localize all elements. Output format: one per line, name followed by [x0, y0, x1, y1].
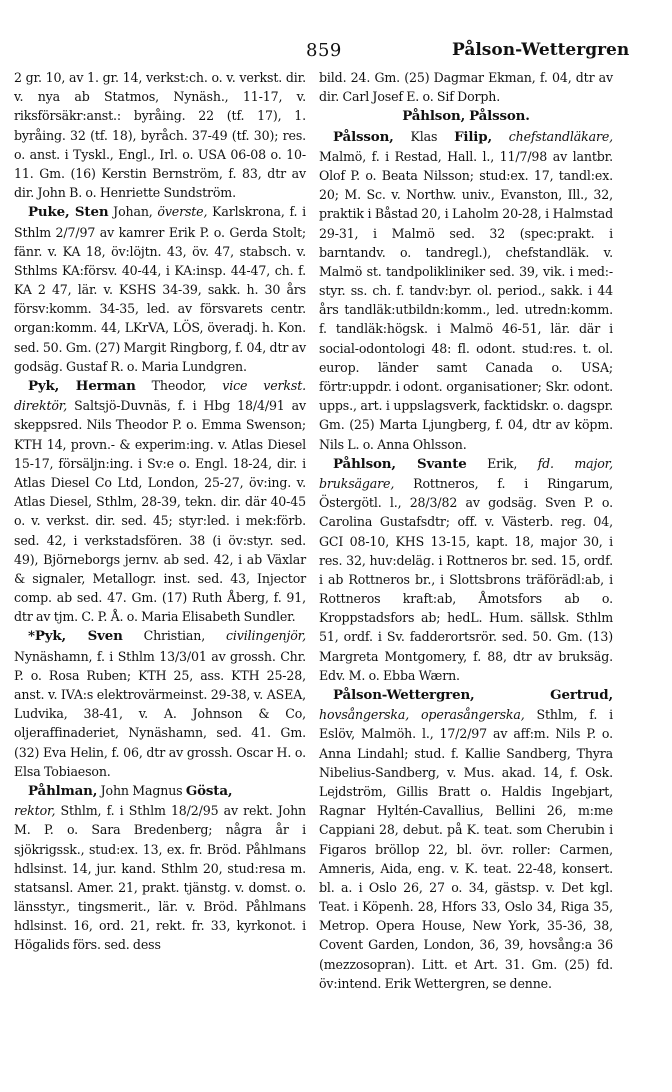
entry-title: fd. major, bruksägare,	[319, 455, 614, 491]
cross-reference-heading: Påhlson, Pålsson.	[402, 108, 530, 125]
entry-title: civilingenjör,	[225, 628, 306, 644]
entry-name: Påhlson, Svante	[333, 455, 467, 472]
entry-title: rektor,	[14, 803, 56, 819]
left-column	[14, 68, 306, 955]
entry-continuation: bild. 24. Gm. (25) Dagmar Ekman, f. 04, dtr av dir. Carl Josef E. o. Sif Dorph.	[319, 70, 613, 105]
right-column	[319, 68, 613, 993]
entry-given-name: Filip,	[454, 128, 492, 145]
entry-pyk-herman: Pyk, Herman Theodor, vice verkst. direktör, Saltsjö-Duvnäs, f. i Hbg 18/4/91 av skeppsred. Nils Theodor P. o. Emma Swenson; KTH 14, provn.- & experim:ing. v. Atlas Diesel 15-17, försäljn:ing. i Sv:e o. Engl. 18-24, dir. i Atlas Diesel Co Ltd, London, 25-27, öv:ing. v. Atlas Diesel, Sthlm, 28-39, tekn. dir. där 40-45 o. v. verkst. dir. sed. 45; styr:led. i mek:förb. sed. 42, i verkstadsfören. 38 (i öv:styr. sed. 49), Björneborgs jernv. ab sed. 42, i ab Växlar & signaler, Metallogr. inst. sed. 43, Injector comp. ab sed. 47. Gm. (17) Ruth Åberg, f. 91, dtr av tjm. C. P. Å. o. Maria Elisabeth Sundler.	[14, 378, 306, 625]
entry-puke-sten: Puke, Sten Johan, överste, Karlskrona, f. i Sthlm 2/7/97 av kamrer Erik P. o. Gerda Stolt; fänr. v. KA 18, öv:löjtn. 43, öv. 47, stabsch. v. Sthlms KA:försv. 40-44, i KA:insp. 44-47, ch. f. KA 2 47, lär. v. KSHS 34-39, sakk. h. 30 års försv:komm. 34-35, led. av försvarets centr. organ:komm. 44, LKrVA, LÖS, överadj. h. Kon. sed. 50. Gm. (27) Margit Ringborg, f. 04, dtr av godsäg. Gustaf R. o. Maria Lundgren.	[14, 204, 306, 374]
entry-title: hovsångerska, operasångerska,	[319, 707, 525, 723]
entry-name: Pålsson,	[333, 128, 394, 145]
running-head: Pålson-Wettergren	[452, 40, 630, 60]
entry-pahlson-svante: Påhlson, Svante Erik, fd. major, bruksägare, Rottneros, f. i Ringarum, Östergötl. l., 28/3/82 av godsäg. Sven P. o. Carolina Gustafsdtr; off. v. Västerb. reg. 04, GCI 08-10, KHS 13-15, kapt. 18, major 30, i res. 32, huv:deläg. i Rottneros br. sed. 15, ordf. i ab Rottneros br., i Slottsbrons träförädl:ab, i Rottneros kraft:ab, Åmotsfors ab o. Kroppstadsfors ab; hedL. Hum. sällsk. Sthlm 51, ordf. i Sv. fadderortsrör. sed. 50. Gm. (13) Margreta Montgomery, f. 88, dtr av bruksäg. Edv. M. o. Ebba Wærn.	[319, 455, 614, 683]
entry-name: Pålson-Wettergren, Gertrud,	[333, 687, 613, 703]
entry-title: vice verkst. direktör,	[14, 378, 306, 414]
entry-title: överste,	[157, 204, 208, 220]
entry-name: Pyk, Herman	[28, 378, 136, 394]
entry-name: Puke, Sten	[28, 204, 109, 221]
entry-palsson-filip: Pålsson, Klas Filip, chefstandläkare, Malmö, f. i Restad, Hall. l., 11/7/98 av lantbr. Olof P. o. Beata Nilsson; stud:ex. 17, tandl:ex. 20; M. Sc. v. Northw. univ., Evanston, Ill., 32, praktik i Båstad 20, i Laholm 20-28, i Halmstad 29-31, i Malmö sed. 32 (spec:prakt. i barntandv. o. tandregl.), chefstandläk. v. Malmö st. tandpolikliniker sed. 39, vik. i med:-styr. ss. ch. f. tandv:byr. ol. period., sakk. i 44 års tandläk:utbildn:komm., led. utredn:komm. f. tandläk:högsk. i Malmö 46-51, lär. där i social-odontologi 48: fl. odont. stud:res. t. ol. europ. länder samt Canada o. USA; förtr:uppdr. i odont. organisationer; Skr. odont. upps., art. i uppslagsverk, facktidskr. o. dagspr. Gm. (25) Marta Ljungberg, f. 04, dtr av köpm. Nils L. o. Anna Ohlsson.	[319, 128, 613, 452]
entry-continuation: 2 gr. 10, av 1. gr. 14, verkst:ch. o. v. verkst. dir. v. nya ab Statmos, Nynäsh., 11-17, v. riksförsäkr:anst.: byråing. 22 (tf. 17), 1. byråing. 32 (tf. 18), byråch. 37-49 (tf. 30); res. o. anst. i Tyskl., Engl., Irl. o. USA 06-08 o. 10-11. Gm. (16) Kerstin Bernström, f. 83, dtr av dir. John B. o. Henriette Sundström.	[14, 70, 306, 201]
entry-name: *Pyk, Sven	[28, 628, 123, 645]
entry-name: Påhlman,	[28, 782, 98, 799]
entry-title: chefstandläkare,	[508, 128, 613, 144]
entry-palson-wettergren-gertrud: Pålson-Wettergren, Gertrud, hovsångerska, operasångerska, Sthlm, f. i Eslöv, Malmöh. l., 17/2/97 av aff:m. Nils P. o. Anna Lindahl; stud. f. Kallie Sandberg, Thyra Nibelius-Sandberg, v. Mus. akad. 14, f. Osk. Lejdström, Gillis Bratt o. Haldis Ingebjart, Ragnar Hyltén-Cavallius, Bellini 26, m:me Cappiani 28, debut. på K. teat. som Cherubin i Figaros bröllop 22, bl. övr. roller: Carmen, Amneris, Aida, eng. v. K. teat. 22-48, konsert. bl. a. i Oslo 26, 27 o. 34, gästsp. v. Det kgl. Teat. i Köpenh. 28, Hfors 33, Oslo 34, Riga 35, Metrop. Opera House, New York, 35-36, 38, Covent Garden, London, 36, 39, hovsång:a 36 (mezzosopran). Litt. et Art. 31. Gm. (25) fd. öv:intend. Erik Wettergren, se denne.	[319, 687, 613, 991]
entry-given-name: Gösta,	[185, 782, 233, 799]
entry-pyk-sven: *Pyk, Sven Christian, civilingenjör, Nynäshamn, f. i Sthlm 13/3/01 av grossh. Chr. P. o. Rosa Ruben; KTH 25, ass. KTH 25-28, anst. v. IVA:s elektrovärmeinst. 29-38, v. ASEA, Ludvika, 38-41, v. A. Johnson & Co, oljeraffinaderiet, Nynäshamn, sed. 41. Gm. (32) Eva Helin, f. 06, dtr av grossh. Oscar H. o. Elsa Tobiaeson.	[14, 628, 306, 779]
entry-pahlman-gosta: Påhlman, John Magnus Gösta, rektor, Sthlm, f. i Sthlm 18/2/95 av rekt. John M. P. o. Sara Bredenberg; några år i sjökrigssk., stud:ex. 13, ex. fr. Bröd. Påhlmans hdlsinst. 14, jur. kand. Sthlm 20, stud:resa m. statsansl. Amer. 21, prakt. tjänstg. v. domst. o. länsstyr., tingsmerit., lär. v. Bröd. Påhlmans hdlsinst. 16, ord. 21, rekt. fr. 33, kyrkonot. i Högalids förs. sed. dess	[14, 782, 306, 953]
page-number: 859	[306, 40, 342, 61]
